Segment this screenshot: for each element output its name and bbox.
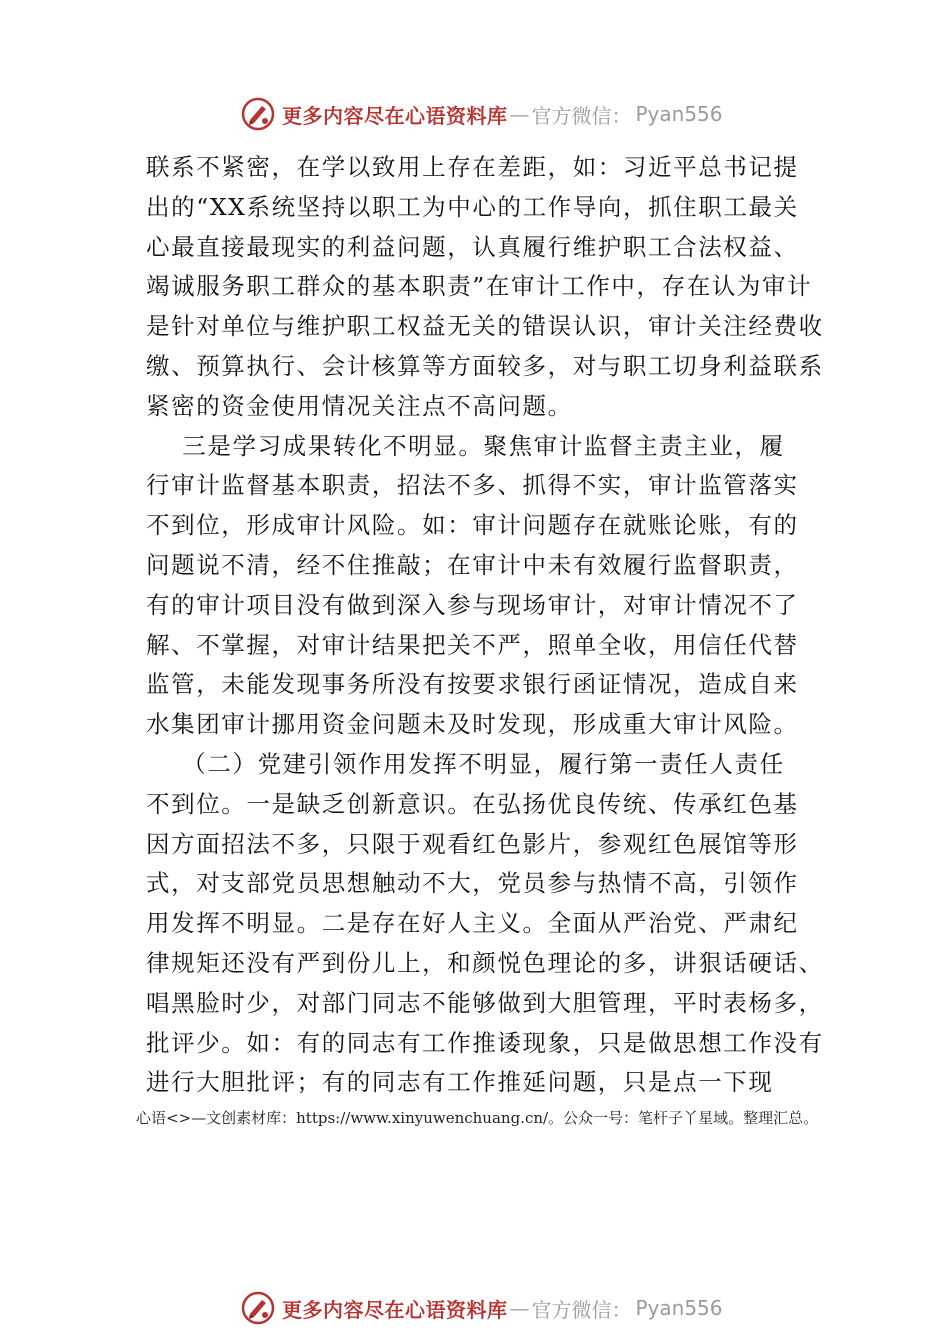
text-line: 解、不掌握，对审计结果把关不严，照单全收，用信任代替 xyxy=(146,630,799,659)
watermark-wechat-id: Pyan556 xyxy=(635,102,723,126)
watermark-separator: — xyxy=(509,102,530,126)
text-line: 出的“XX系统坚持以职工为中心的工作导向，抓住职工最关 xyxy=(146,192,799,221)
text-line: （二）党建引领作用发挥不明显，履行第一责任人责任 xyxy=(146,749,785,778)
text-line: 心最直接最现实的利益问题，认真履行维护职工合法权益、 xyxy=(146,232,799,261)
text-line: 批评少。如：有的同志有工作推诿现象，只是做思想工作没有 xyxy=(146,1028,824,1057)
text-line: 问题说不清，经不住推敲；在审计中未有效履行监督职责， xyxy=(146,550,799,579)
text-line: 三是学习成果转化不明显。聚焦审计监督主责主业，履 xyxy=(146,431,785,460)
watermark-wechat-label: 官方微信： xyxy=(531,103,632,128)
footer-watermark xyxy=(240,1288,760,1328)
text-line: 缴、预算执行、会计核算等方面较多，对与职工切身利益联系 xyxy=(146,351,824,380)
text-line: 行审计监督基本职责，招法不多、抓得不实，审计监管落实 xyxy=(146,471,799,500)
text-line: 联系不紧密，在学以致用上存在差距，如：习近平总书记提 xyxy=(146,153,799,181)
text-line: 唱黑脸时少，对部门同志不能够做到大胆管理，平时表杨多， xyxy=(146,988,824,1017)
watermark-brand: 更多内容尽在心语资料库 xyxy=(282,1297,508,1322)
text-line: 律规矩还没有严到份儿上，和颜悦色理论的多，讲狠话硬话、 xyxy=(146,948,824,977)
watermark-separator: — xyxy=(509,1296,530,1320)
text-line: 用发挥不明显。二是存在好人主义。全面从严治党、严肃纪 xyxy=(146,909,799,938)
brand-logo-icon xyxy=(240,96,276,132)
text-line: 水集团审计挪用资金问题未及时发现，形成重大审计风险。 xyxy=(146,710,799,739)
watermark-wechat-label: 官方微信： xyxy=(531,1297,632,1322)
text-line: 不到位，形成审计风险。如：审计问题存在就账论账，有的 xyxy=(146,511,799,540)
text-line: 竭诚服务职工群众的基本职责”在审计工作中，存在认为审计 xyxy=(146,272,813,301)
brand-logo-icon xyxy=(240,1290,276,1326)
text-line: 式，对支部党员思想触动不大，党员参与热情不高，引领作 xyxy=(146,869,799,898)
body-text xyxy=(146,148,824,1103)
watermark-wechat-id: Pyan556 xyxy=(635,1296,723,1320)
watermark-brand: 更多内容尽在心语资料库 xyxy=(282,103,508,128)
text-line: 有的审计项目没有做到深入参与现场审计，对审计情况不了 xyxy=(146,590,799,619)
text-line: 不到位。一是缺乏创新意识。在弘扬优良传统、传承红色基 xyxy=(146,789,799,818)
text-line: 因方面招法不多，只限于观看红色影片，参观红色展馆等形 xyxy=(146,829,799,858)
text-line: 监管，未能发现事务所没有按要求银行函证情况，造成自来 xyxy=(146,670,799,699)
text-line: 紧密的资金使用情况关注点不高问题。 xyxy=(146,391,573,420)
source-footnote: 心语<>—文创素材库：https://www.xinyuwenchuang.cn/。公众一号：笔杆子丫星域。整理汇总。 xyxy=(136,1109,819,1127)
text-line: 是针对单位与维护职工权益无关的错误认识，审计关注经费收 xyxy=(146,312,824,341)
header-watermark xyxy=(240,94,760,134)
text-line: 进行大胆批评；有的同志有工作推延问题，只是点一下现 xyxy=(146,1068,774,1097)
